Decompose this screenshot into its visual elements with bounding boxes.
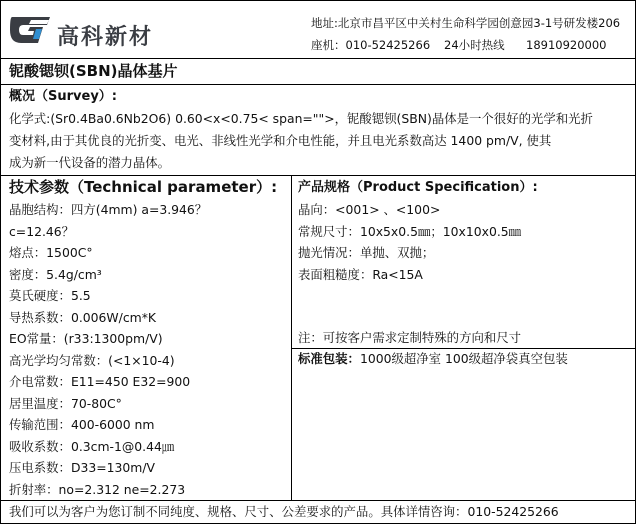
company-address: 地址:北京市昌平区中关村生命科学园创意园3-1号研发楼206 — [311, 16, 621, 30]
technical-heading: 技术参数（Technical parameter）: — [9, 178, 278, 196]
technical-parameter-row: 介电常数：E11=450 E32=900 — [9, 374, 191, 389]
technical-parameter-row: 居里温度：70-80C° — [9, 395, 122, 411]
divider — [1, 175, 635, 176]
packaging-row — [298, 353, 568, 365]
technical-parameter-row: 传输范围：400-6000 nm — [9, 417, 155, 432]
packaging-text: 1000级超净室 100级超净袋真空包装 — [359, 351, 568, 366]
landline-phone: 座机：010-52425266 — [311, 38, 431, 52]
technical-parameter-row: c=12.46？ — [9, 223, 75, 239]
technical-parameter-row: 莫氏硬度：5.5 — [9, 288, 91, 303]
technical-parameter-row: 吸收系数：0.3cm-1@0.44㎛ — [9, 438, 175, 454]
technical-parameter-row: 压电系数：D33=130m/V — [9, 460, 156, 475]
divider — [1, 58, 635, 59]
product-title: 铌酸锶钡(SBN)晶体基片 — [9, 62, 178, 80]
packaging-label: 标准包装： — [298, 351, 360, 366]
overview-heading: 概况（Survey）: — [9, 89, 117, 104]
column-divider — [291, 175, 292, 500]
technical-parameter-row: 导热系数：0.006W/cm*K — [9, 309, 157, 325]
technical-parameter-row: 高光学均匀常数：(<1×10-4) — [9, 352, 175, 368]
technical-parameter-row: 晶胞结构：四方(4mm) a=3.946？ — [9, 202, 208, 217]
brand-name: 高科新材 — [57, 25, 154, 50]
footer-note: 我们可以为客户为您订制不同纯度、规格、尺寸、公差要求的产品。具体详情咨询：010-52425266 — [9, 504, 559, 519]
company-logo-icon — [9, 11, 53, 49]
spec-row: 常规尺寸：10x5x0.5㎜；10x10x0.5㎜ — [298, 223, 522, 239]
spec-row: 表面粗糙度：Ra<15A — [298, 266, 423, 282]
divider — [1, 84, 635, 85]
hotline-label: 24小时热线 — [444, 38, 505, 52]
hotline-number: 18910920000 — [526, 38, 607, 52]
overview-line: 变材料,由于其优良的光折变、电光、非线性光学和介电性能，并且电光系数高达 1400 pm/V, 使其 — [9, 133, 552, 148]
technical-parameter-row: 密度：5.4g/cm³ — [9, 266, 102, 282]
divider — [1, 500, 635, 501]
spec-heading: 产品规格（Product Specification）: — [298, 180, 538, 195]
spec-note: 注：可按客户需求定制特殊的方向和尺寸 — [298, 330, 522, 345]
spec-row: 晶向：<001> 、<100> — [298, 202, 441, 217]
technical-parameter-row: EO常量：(r33:1300pm/V) — [9, 331, 163, 346]
technical-parameter-row: 熔点：1500C° — [9, 245, 93, 260]
overview-line: 化学式:(Sr0.4Ba0.6Nb2O6) 0.60<x<0.75< span="">，铌酸锶钡(SBN)晶体是一个很好的光学和光折 — [9, 111, 593, 126]
spec-row: 抛光情况：单抛、双抛； — [298, 245, 435, 260]
overview-line: 成为新一代设备的潜力晶体。 — [9, 155, 171, 170]
technical-parameter-row: 折射率：no=2.312 ne=2.273 — [9, 481, 186, 497]
divider — [291, 348, 635, 349]
